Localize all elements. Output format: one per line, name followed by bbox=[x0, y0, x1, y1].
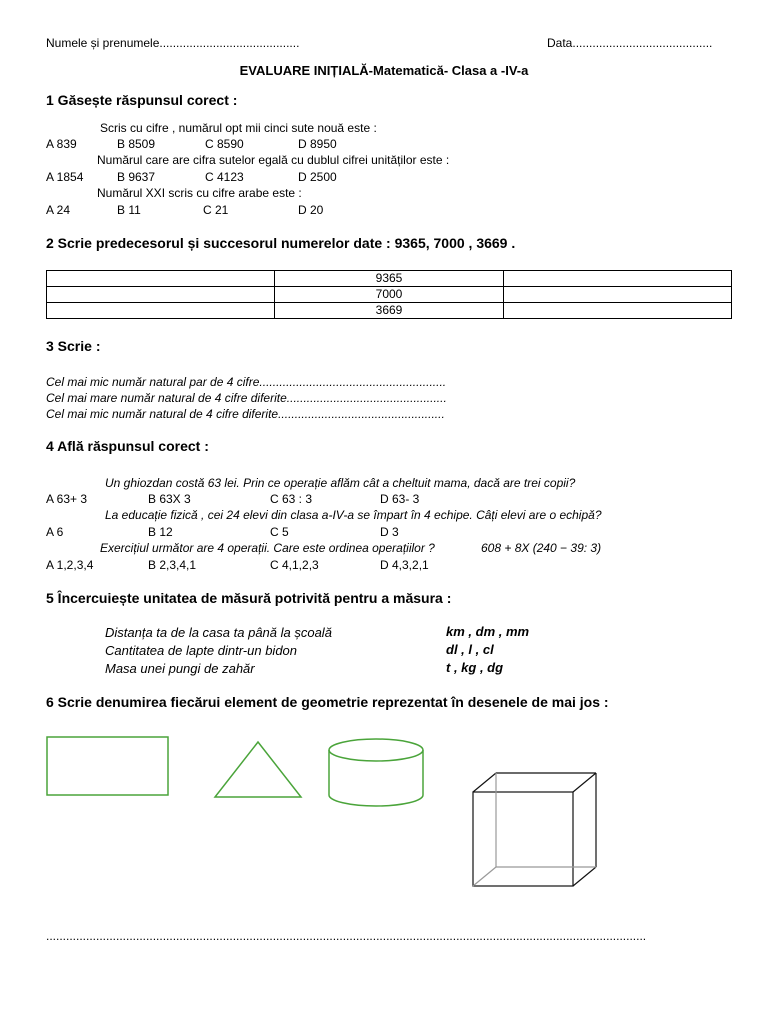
s3-line-3-dots: .................................................. bbox=[278, 407, 445, 421]
s1-q3-opt-d: D 20 bbox=[298, 203, 324, 217]
s1-q1-opt-d: D 8950 bbox=[298, 137, 337, 151]
s5-item-3-units[interactable]: t , kg , dg bbox=[446, 660, 504, 675]
s3-line-2-dots: ................................................ bbox=[286, 391, 447, 405]
number-cell: 3669 bbox=[275, 303, 503, 319]
s1-q3-opt-b: B 11 bbox=[117, 203, 141, 217]
page-title: EVALUARE INIȚIALĂ-Matematică- Clasa a -IV-a bbox=[239, 63, 529, 78]
s1-q2-opt-d: D 2500 bbox=[298, 170, 337, 184]
s4-q3-opt-a: A 1,2,3,4 bbox=[46, 558, 94, 572]
s4-q1-opt-b: B 63X 3 bbox=[148, 492, 191, 506]
s1-q1-opt-c: C 8590 bbox=[205, 137, 244, 151]
s4-q3-expression: 608 + 8X (240 − 39: 3) bbox=[481, 541, 602, 555]
s1-q3-text: Numărul XXI scris cu cifre arabe este : bbox=[97, 186, 302, 200]
s3-line-3-text: Cel mai mic număr natural de 4 cifre diferite bbox=[46, 407, 279, 421]
s1-q1-opt-a: A 839 bbox=[46, 137, 77, 151]
section2-heading: 2 Scrie predecesorul și succesorul numerelor date : 9365, 7000 , 3669 . bbox=[46, 235, 516, 251]
s4-q2-opt-d: D 3 bbox=[380, 525, 399, 539]
number-cell: 7000 bbox=[275, 287, 503, 303]
s4-q2-opt-b: B 12 bbox=[148, 525, 173, 539]
date-dots: .......................................... bbox=[572, 36, 713, 50]
section5-heading: 5 Încercuiește unitatea de măsură potrivită pentru a măsura : bbox=[46, 590, 452, 606]
s1-q1-text: Scris cu cifre , numărul opt mii cinci sute nouă este : bbox=[100, 121, 377, 135]
s4-q3-opt-d: D 4,3,2,1 bbox=[380, 558, 429, 572]
cylinder-icon bbox=[329, 739, 423, 806]
s5-item-3-text: Masa unei pungi de zahăr bbox=[105, 661, 255, 676]
s3-line-2-text: Cel mai mare număr natural de 4 cifre diferite bbox=[46, 391, 287, 405]
s1-q1-opt-b: B 8509 bbox=[117, 137, 156, 151]
s5-item-1-units[interactable]: km , dm , mm bbox=[446, 624, 530, 639]
date-label: Data bbox=[547, 36, 573, 50]
s4-q3-text: Exercițiul următor are 4 operații. Care este ordinea operațiilor ? bbox=[100, 541, 435, 555]
section6-answer-dots: .................................................................................................................................................................................... bbox=[46, 929, 647, 943]
s5-item-2-units[interactable]: dl , l , cl bbox=[446, 642, 494, 657]
s4-q1-opt-c: C 63 : 3 bbox=[270, 492, 313, 506]
section4-heading: 4 Află răspunsul corect : bbox=[46, 438, 209, 454]
name-dots: .......................................... bbox=[159, 36, 300, 50]
triangle-icon bbox=[215, 742, 301, 797]
s4-q1-opt-a: A 63+ 3 bbox=[46, 492, 88, 506]
name-label: Numele și prenumele bbox=[46, 36, 160, 50]
s3-line-1-text: Cel mai mic număr natural par de 4 cifre bbox=[46, 375, 260, 389]
number-cell: 9365 bbox=[275, 271, 503, 287]
s1-q2-opt-c: C 4123 bbox=[205, 170, 244, 184]
rectangle-icon bbox=[47, 737, 168, 795]
section1-heading: 1 Găsește răspunsul corect : bbox=[46, 92, 238, 108]
s4-q3-opt-b: B 2,3,4,1 bbox=[148, 558, 197, 572]
s3-line-1-dots: ........................................................ bbox=[259, 375, 447, 389]
s1-q3-opt-c: C 21 bbox=[203, 203, 229, 217]
s1-q2-opt-b: B 9637 bbox=[117, 170, 156, 184]
s5-item-1-text: Distanța ta de la casa ta până la școală bbox=[105, 625, 332, 640]
cube-icon bbox=[473, 773, 596, 886]
section3-heading: 3 Scrie : bbox=[46, 338, 101, 354]
s4-q2-text: La educație fizică , cei 24 elevi din clasa a-IV-a se împart în 4 echipe. Câți elevi are o echipă? bbox=[105, 508, 602, 522]
s4-q2-opt-c: C 5 bbox=[270, 525, 289, 539]
s1-q3-opt-a: A 24 bbox=[46, 203, 71, 217]
s1-q2-text: Numărul care are cifra sutelor egală cu dublul cifrei unităților este : bbox=[97, 153, 450, 167]
s4-q2-opt-a: A 6 bbox=[46, 525, 64, 539]
s4-q3-opt-c: C 4,1,2,3 bbox=[270, 558, 319, 572]
s1-q2-opt-a: A 1854 bbox=[46, 170, 84, 184]
s4-q1-opt-d: D 63- 3 bbox=[380, 492, 420, 506]
s5-item-2-text: Cantitatea de lapte dintr-un bidon bbox=[105, 643, 298, 658]
s4-q1-text: Un ghiozdan costă 63 lei. Prin ce operație aflăm cât a cheltuit mama, dacă are trei copii? bbox=[105, 476, 576, 490]
section6-heading: 6 Scrie denumirea fiecărui element de geometrie reprezentat în desenele de mai jos : bbox=[46, 694, 609, 710]
